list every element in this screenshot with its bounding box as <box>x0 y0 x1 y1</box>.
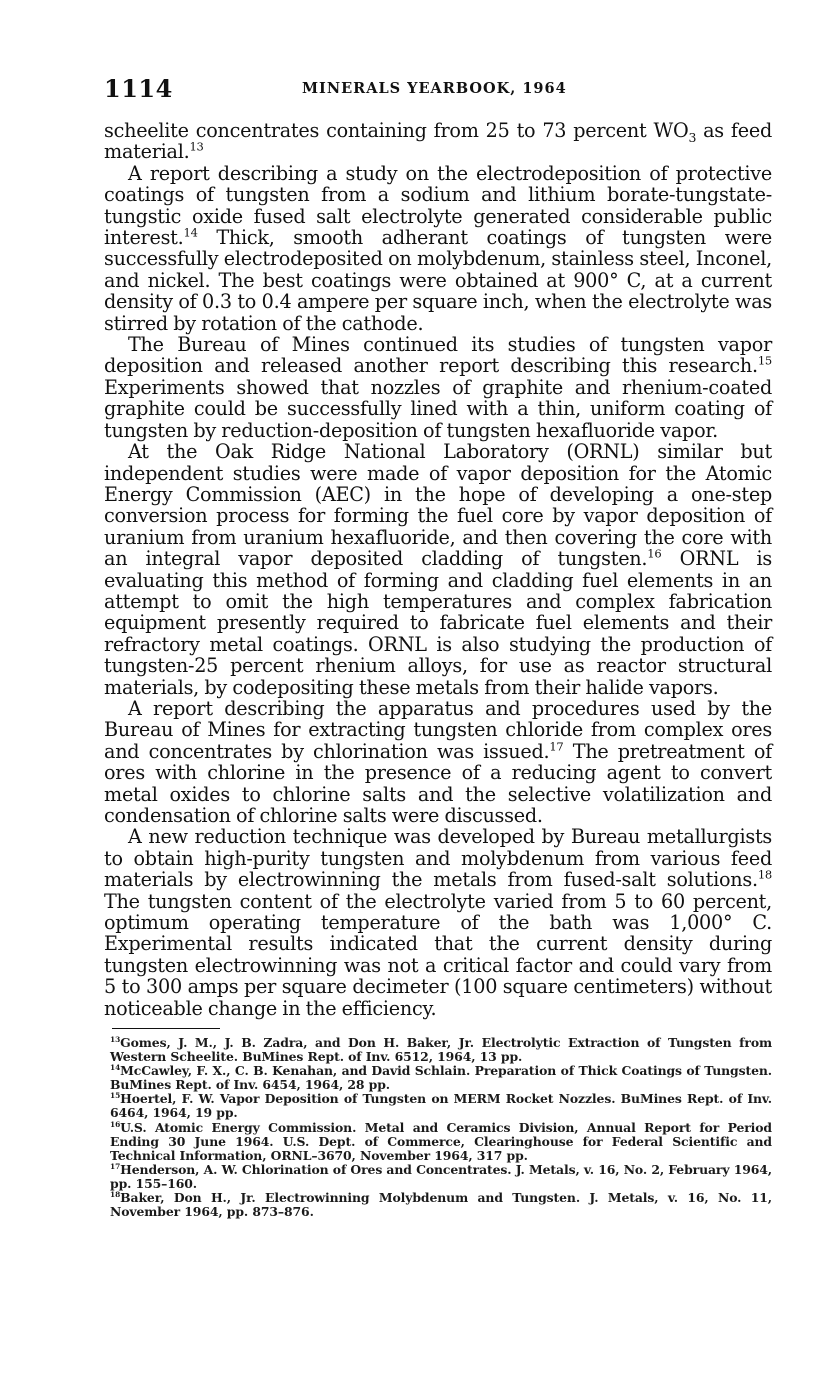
footnote-number: 16 <box>110 1119 121 1129</box>
footnote: $^{13}$Gomes, J. M., J. B. Zadra, and Don H. Baker, Jr. Electrolytic Extraction of Tungsten from Western Scheelite. BuMines Rept. of Inv. 6512, 1964, 13 pp. <box>110 1034 772 1065</box>
footnote-divider <box>112 1028 220 1029</box>
footnote: $^{15}$Hoertel, F. W. Vapor Deposition of Tungsten on MERM Rocket Nozzles. BuMines Rept. of Inv. 6464, 1964, 19 pp. <box>110 1091 772 1121</box>
footnote-number: 14 <box>110 1063 121 1073</box>
footnote: $^{17}$Henderson, A. W. Chlorination of Ores and Concentrates. J. Metals, v. 16, No. 2, February 1964, pp. 155–160. <box>110 1161 772 1191</box>
footnote-ref: 15 <box>757 354 772 369</box>
footnote-ref: 17 <box>549 739 564 754</box>
footnote-number: 17 <box>110 1161 121 1171</box>
page-number: 1114 <box>104 74 173 103</box>
footnote-ref: 16 <box>647 546 662 561</box>
page-header <box>104 74 772 104</box>
footnote: $^{18}$Baker, Don H., Jr. Electrowinning Molybdenum and Tungsten. J. Metals, v. 16, No. 11, November 1964, pp. 873–876. <box>110 1189 772 1220</box>
paragraph: A new reduction technique was developed by Bureau metallurgists to obtain high-purity tungsten and molybdenum from various feed materials by electrowinning the metals from fused-salt solutions.$^{18}$ The tungsten content of the electrolyte varied from 5 to 60 percent, optimum operating temperature of the bath was 1,000° C. Experimental results indicated that the current density during tungsten electrowinning was not a critical factor and could vary from 5 to 300 amps per square decimeter (100 square centimeters) without noticeable change in the efficiency. <box>104 825 772 1020</box>
paragraph: The Bureau of Mines continued its studies of tungsten vapor deposition and released another report describing this research.$^{15}$ Experiments showed that nozzles of graphite and rhenium-coated graphite could be successfully lined with a thin, uniform coating of tungsten by reduction-deposition of tungsten hexafluoride vapor. <box>104 333 772 442</box>
footnote-number: 13 <box>110 1034 121 1044</box>
running-title: MINERALS YEARBOOK, 1964 <box>302 80 567 97</box>
footnote-ref: 18 <box>757 867 772 882</box>
footnote-ref: 14 <box>183 225 198 240</box>
paragraph: A report describing a study on the electrodeposition of protective coatings of tungsten from a sodium and lithium borate-tungstate-tungstic oxide fused salt electrolyte generated considerable public interest.$^{14}$ Thick, smooth adherant coatings of tungsten were successfully electrodeposited on molybdenum, stainless steel, Inconel, and nickel. The best coatings were obtained at 900° C, at a current density of 0.3 to 0.4 ampere per square inch, when the electrolyte was stirred by rotation of the cathode. <box>104 161 772 335</box>
paragraph: A report describing the apparatus and procedures used by the Bureau of Mines for extracting tungsten chloride from complex ores and concentrates by chlorination was issued.$^{17}$ The pretreatment of ores with chlorine in the presence of a reducing agent to convert metal oxides to chlorine salts and the selective volatilization and condensation of chlorine salts were discussed. <box>104 696 772 827</box>
footnotes <box>110 1036 772 1219</box>
paragraph: scheelite concentrates containing from 25 to 73 percent $WO_3$ as feed material.$^{13}$ <box>104 119 772 164</box>
footnote: $^{16}$U.S. Atomic Energy Commission. Metal and Ceramics Division, Annual Report for Period Ending 30 June 1964. U.S. Dept. of Commerce, Clearinghouse for Federal Scientific and Technical Information, ORNL–3670, November 1964, 317 pp. <box>110 1119 772 1163</box>
paragraph: At the Oak Ridge National Laboratory (ORNL) similar but independent studies were made of vapor deposition for the Atomic Energy Commission (AEC) in the hope of developing a one-step conversion process for forming the fuel core by vapor deposition of uranium from uranium hexafluoride, and then covering the core with an integral vapor deposited cladding of tungsten.$^{16}$ ORNL is evaluating this method of forming and cladding fuel elements in an attempt to omit the high temperatures and complex fabrication equipment presently required to fabricate fuel elements and their refractory metal coatings. ORNL is also studying the production of tungsten-25 percent rhenium alloys, for use as reactor structural materials, by codepositing these metals from their halide vapors. <box>104 440 773 699</box>
body-text <box>104 120 772 1019</box>
footnote-number: 15 <box>110 1091 121 1101</box>
footnote-ref: 13 <box>189 140 204 155</box>
footnote-number: 18 <box>110 1189 121 1199</box>
footnote: $^{14}$McCawley, F. X., C. B. Kenahan, and David Schlain. Preparation of Thick Coatings of Tungsten. BuMines Rept. of Inv. 6454, 1964, 28 pp. <box>110 1063 772 1093</box>
subscript: 3 <box>688 129 697 145</box>
